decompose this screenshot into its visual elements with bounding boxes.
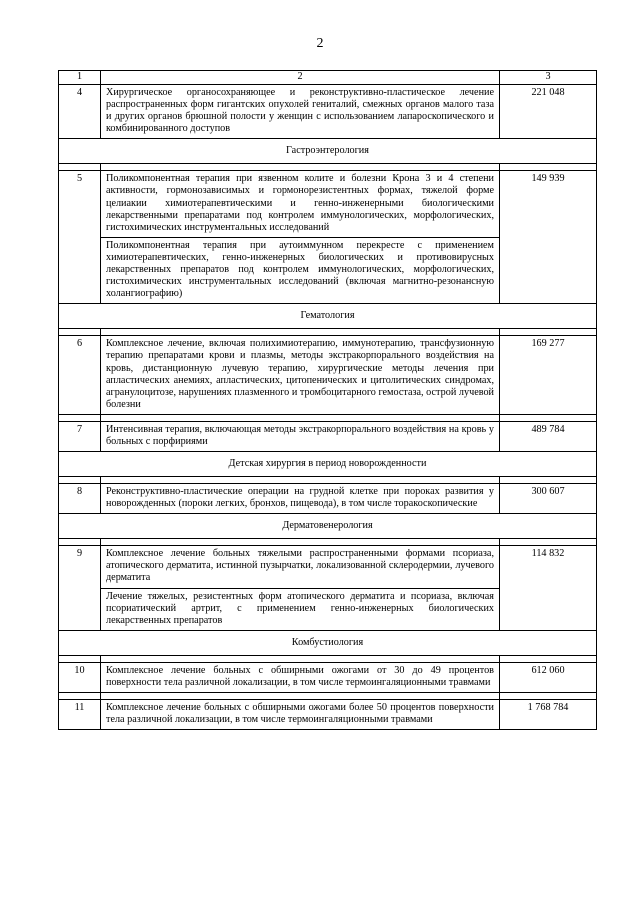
spacer-row — [59, 414, 597, 421]
table-header-row — [59, 71, 597, 85]
section-title: Дерматовенерология — [59, 514, 597, 539]
spacer-row — [59, 477, 597, 484]
page-number: 2 — [316, 36, 324, 51]
spacer-row — [59, 693, 597, 700]
section-title: Комбустиология — [59, 630, 597, 655]
table-row — [59, 700, 597, 730]
row-amount: 149 939 — [500, 171, 597, 304]
row-number: 11 — [59, 700, 101, 730]
table-row — [59, 484, 597, 514]
spacer-row — [59, 539, 597, 546]
table-row — [59, 336, 597, 415]
row-description: Лечение тяжелых, резистентных форм атопического дерматита и псориаза, включая псориатический артрит, с применением генно-инженерных биологических лекарственных препаратов — [101, 588, 500, 630]
row-description: Комплексное лечение больных тяжелыми распространенными формами псориаза, атопического дерматита, истинной пузырчатки, локализованной склеродермии, лучевого дерматита — [101, 546, 500, 588]
row-amount: 489 784 — [500, 421, 597, 451]
row-number: 10 — [59, 662, 101, 692]
row-number: 7 — [59, 421, 101, 451]
section-title: Гастроэнтерология — [59, 139, 597, 164]
header-col-1: 1 — [59, 71, 101, 85]
header-col-2: 2 — [101, 71, 500, 85]
section-header-row — [59, 304, 597, 329]
row-amount: 612 060 — [500, 662, 597, 692]
header-col-3: 3 — [500, 71, 597, 85]
row-description: Комплексное лечение больных с обширными ожогами более 50 процентов поверхности тела различной локализации, в том числе термоингаляционными травмами — [101, 700, 500, 730]
spacer-row — [59, 329, 597, 336]
table-row — [59, 171, 597, 237]
section-title: Гематология — [59, 304, 597, 329]
table-row — [59, 546, 597, 588]
section-header-row — [59, 630, 597, 655]
row-number: 4 — [59, 85, 101, 139]
row-amount: 169 277 — [500, 336, 597, 415]
spacer-row — [59, 655, 597, 662]
section-header-row — [59, 514, 597, 539]
row-number: 5 — [59, 171, 101, 304]
row-number: 6 — [59, 336, 101, 415]
row-amount: 221 048 — [500, 85, 597, 139]
row-description: Комплексное лечение больных с обширными ожогами от 30 до 49 процентов поверхности тела различной локализации, в том числе термоингаляционными травмами — [101, 662, 500, 692]
row-amount: 300 607 — [500, 484, 597, 514]
row-description: Интенсивная терапия, включающая методы экстракорпорального воздействия на кровь у больных с порфириями — [101, 421, 500, 451]
row-number: 8 — [59, 484, 101, 514]
row-number: 9 — [59, 546, 101, 631]
row-description: Реконструктивно-пластические операции на грудной клетке при пороках развития у новорожденных (пороки легких, бронхов, пищевода), в том числе торакоскопические — [101, 484, 500, 514]
spacer-row — [59, 164, 597, 171]
table-row — [59, 85, 597, 139]
row-description: Хирургическое органосохраняющее и реконструктивно-пластическое лечение распространенных форм гигантских опухолей гениталий, смежных органов малого таза и других органов брюшной полости у женщин с использованием лапароскопического и комбинированного доступов — [101, 85, 500, 139]
section-title: Детская хирургия в период новорожденности — [59, 452, 597, 477]
row-description: Поликомпонентная терапия при аутоиммунном перекресте с применением химиотерапевтических, генно-инженерных биологических и противовирусных лекарственных препаратов под контролем иммунологических, морфологических, гистохимических инструментальных исследований (включая магнитно-резонансную холангиографию) — [101, 237, 500, 303]
table-row — [59, 662, 597, 692]
row-description: Поликомпонентная терапия при язвенном колите и болезни Крона 3 и 4 степени активности, гормонозависимых и гормонорезистентных формах, тяжелой форме целиакии химиотерапевтическими и генно-инженерными биологическими лекарственными препаратами под контролем иммунологических, морфологических, гистохимических инструментальных исследований — [101, 171, 500, 237]
section-header-row — [59, 139, 597, 164]
section-header-row — [59, 452, 597, 477]
row-amount: 1 768 784 — [500, 700, 597, 730]
table-row — [59, 421, 597, 451]
services-table — [58, 70, 597, 730]
row-amount: 114 832 — [500, 546, 597, 631]
row-description: Комплексное лечение, включая полихимиотерапию, иммунотерапию, трансфузионную терапию препаратами крови и плазмы, методы экстракорпорального воздействия на кровь, дистанционную лучевую терапию, хирургические методы лечения при апластических анемиях, апластических, цитопенических и цитолитических синдромах, агранулоцитозе, нарушениях плазменного и тромбоцитарного гемостаза, острой лучевой болезни — [101, 336, 500, 415]
